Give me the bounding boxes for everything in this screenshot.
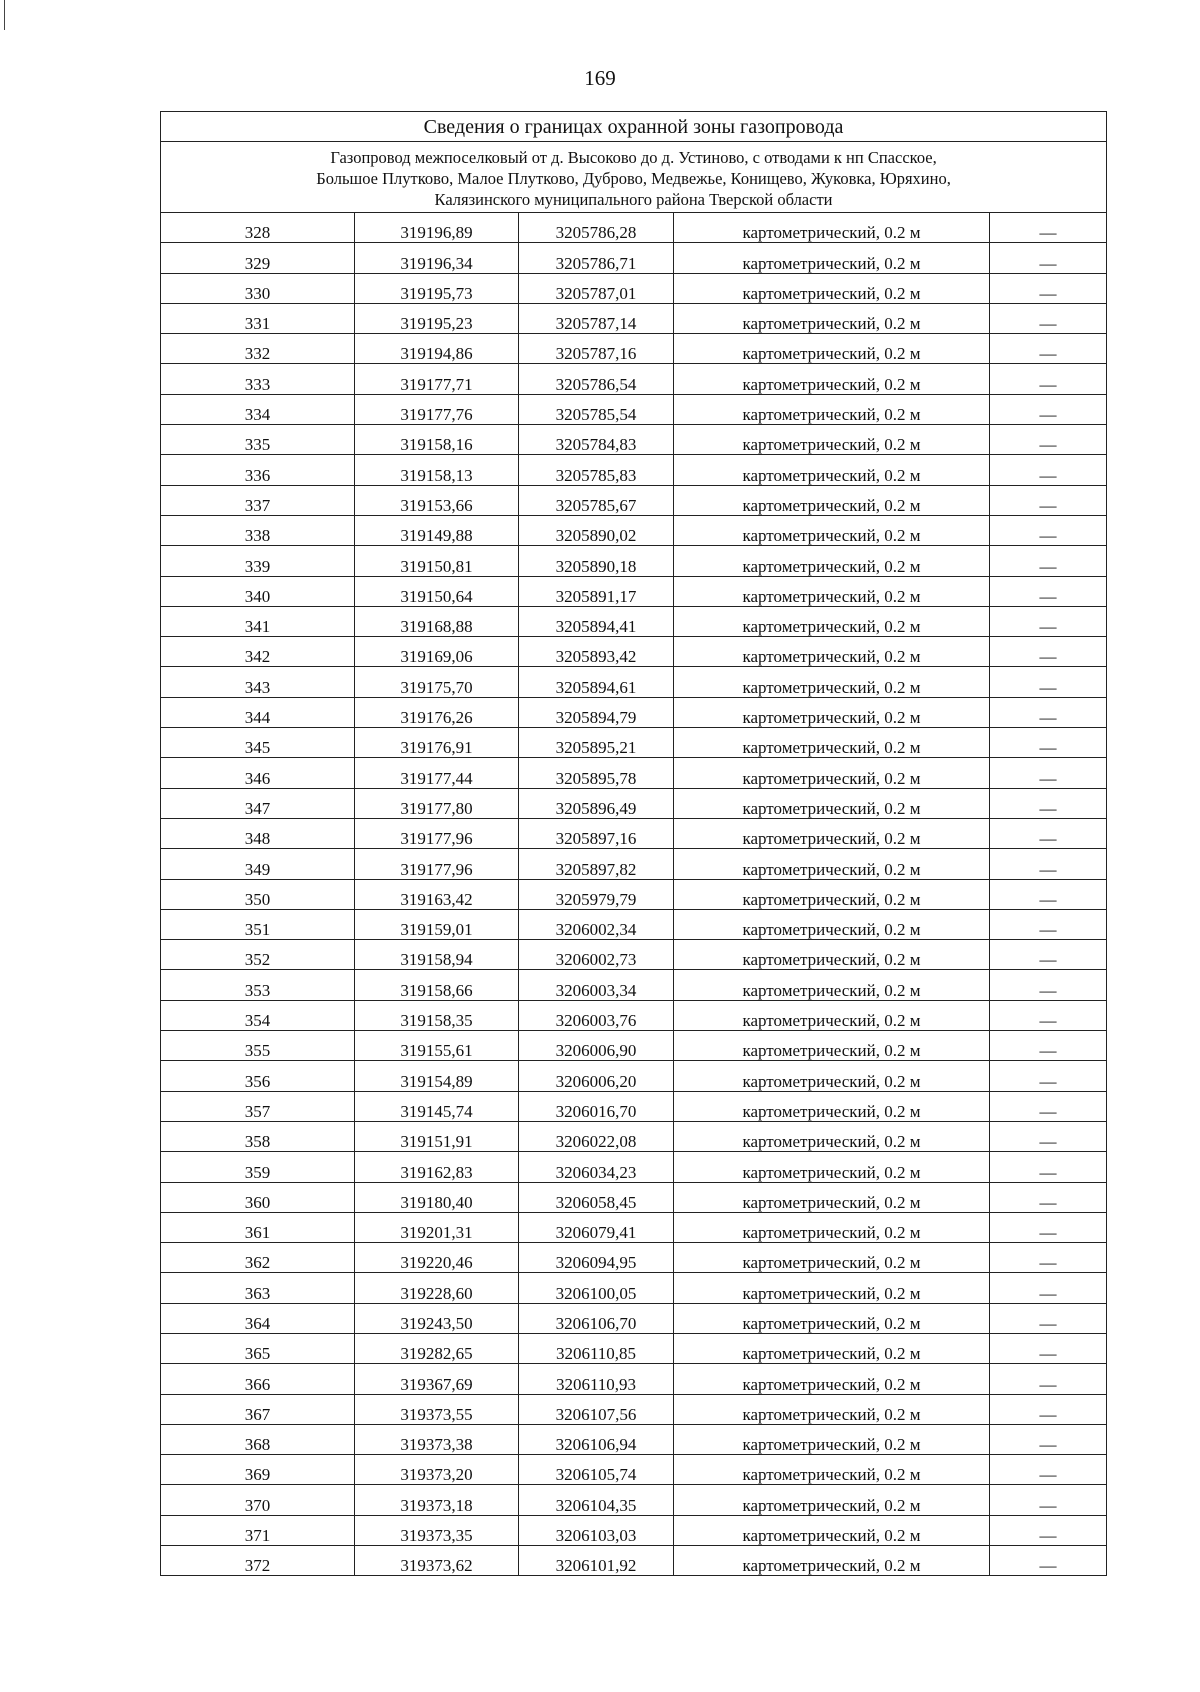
- y-coordinate-cell: 3206103,03: [519, 1515, 674, 1545]
- y-coordinate-cell: 3205787,01: [519, 273, 674, 303]
- point-number-cell: 361: [161, 1212, 355, 1242]
- point-number-cell: 370: [161, 1485, 355, 1515]
- note-cell: —: [990, 455, 1107, 485]
- x-coordinate-cell: 319373,18: [355, 1485, 519, 1515]
- method-cell: картометрический, 0.2 м: [674, 1061, 990, 1091]
- x-coordinate-cell: 319150,81: [355, 546, 519, 576]
- x-coordinate-cell: 319158,66: [355, 970, 519, 1000]
- table-row: [161, 576, 1107, 606]
- x-coordinate-cell: 319145,74: [355, 1091, 519, 1121]
- x-coordinate-cell: 319220,46: [355, 1243, 519, 1273]
- table-row: [161, 364, 1107, 394]
- method-cell: картометрический, 0.2 м: [674, 515, 990, 545]
- method-cell: картометрический, 0.2 м: [674, 485, 990, 515]
- x-coordinate-cell: 319367,69: [355, 1364, 519, 1394]
- point-number-cell: 372: [161, 1546, 355, 1576]
- x-coordinate-cell: 319159,01: [355, 909, 519, 939]
- point-number-cell: 365: [161, 1333, 355, 1363]
- point-number-cell: 337: [161, 485, 355, 515]
- y-coordinate-cell: 3205979,79: [519, 879, 674, 909]
- y-coordinate-cell: 3206034,23: [519, 1152, 674, 1182]
- x-coordinate-cell: 319151,91: [355, 1121, 519, 1151]
- note-cell: —: [990, 1364, 1107, 1394]
- x-coordinate-cell: 319176,91: [355, 728, 519, 758]
- point-number-cell: 348: [161, 818, 355, 848]
- note-cell: —: [990, 1121, 1107, 1151]
- point-number-cell: 356: [161, 1061, 355, 1091]
- point-number-cell: 344: [161, 697, 355, 727]
- note-cell: —: [990, 576, 1107, 606]
- x-coordinate-cell: 319201,31: [355, 1212, 519, 1242]
- point-number-cell: 371: [161, 1515, 355, 1545]
- x-coordinate-cell: 319196,34: [355, 243, 519, 273]
- x-coordinate-cell: 319158,16: [355, 425, 519, 455]
- note-cell: —: [990, 637, 1107, 667]
- table-row: [161, 485, 1107, 515]
- method-cell: картометрический, 0.2 м: [674, 1515, 990, 1545]
- x-coordinate-cell: 319154,89: [355, 1061, 519, 1091]
- point-number-cell: 354: [161, 1000, 355, 1030]
- point-number-cell: 355: [161, 1031, 355, 1061]
- table-row: [161, 213, 1107, 243]
- y-coordinate-cell: 3206002,34: [519, 909, 674, 939]
- y-coordinate-cell: 3205897,16: [519, 818, 674, 848]
- table-row: [161, 637, 1107, 667]
- method-cell: картометрический, 0.2 м: [674, 1182, 990, 1212]
- y-coordinate-cell: 3206110,93: [519, 1364, 674, 1394]
- y-coordinate-cell: 3206003,34: [519, 970, 674, 1000]
- note-cell: —: [990, 1182, 1107, 1212]
- point-number-cell: 345: [161, 728, 355, 758]
- note-cell: —: [990, 728, 1107, 758]
- y-coordinate-cell: 3205890,18: [519, 546, 674, 576]
- method-cell: картометрический, 0.2 м: [674, 1546, 990, 1576]
- x-coordinate-cell: 319177,96: [355, 818, 519, 848]
- note-cell: —: [990, 213, 1107, 243]
- x-coordinate-cell: 319155,61: [355, 1031, 519, 1061]
- note-cell: —: [990, 909, 1107, 939]
- table-row: [161, 788, 1107, 818]
- point-number-cell: 335: [161, 425, 355, 455]
- x-coordinate-cell: 319163,42: [355, 879, 519, 909]
- y-coordinate-cell: 3206110,85: [519, 1333, 674, 1363]
- note-cell: —: [990, 818, 1107, 848]
- note-cell: —: [990, 1333, 1107, 1363]
- subtitle-line: Большое Плутково, Малое Плутково, Дуброво, Медвежье, Конищево, Жуковка, Юряхино,: [316, 168, 951, 188]
- y-coordinate-cell: 3205787,16: [519, 334, 674, 364]
- note-cell: —: [990, 1485, 1107, 1515]
- x-coordinate-cell: 319177,80: [355, 788, 519, 818]
- table-row: [161, 970, 1107, 1000]
- method-cell: картометрический, 0.2 м: [674, 576, 990, 606]
- table-row: [161, 455, 1107, 485]
- point-number-cell: 328: [161, 213, 355, 243]
- note-cell: —: [990, 515, 1107, 545]
- point-number-cell: 332: [161, 334, 355, 364]
- method-cell: картометрический, 0.2 м: [674, 909, 990, 939]
- table-row: [161, 394, 1107, 424]
- point-number-cell: 351: [161, 909, 355, 939]
- note-cell: —: [990, 788, 1107, 818]
- y-coordinate-cell: 3206100,05: [519, 1273, 674, 1303]
- scan-edge-line: [4, 0, 5, 30]
- y-coordinate-cell: 3206107,56: [519, 1394, 674, 1424]
- point-number-cell: 366: [161, 1364, 355, 1394]
- table-row: [161, 546, 1107, 576]
- table-title: Сведения о границах охранной зоны газопровода: [161, 112, 1107, 142]
- table-row: [161, 667, 1107, 697]
- y-coordinate-cell: 3205894,79: [519, 697, 674, 727]
- table-row: [161, 273, 1107, 303]
- method-cell: картометрический, 0.2 м: [674, 334, 990, 364]
- x-coordinate-cell: 319158,94: [355, 940, 519, 970]
- note-cell: —: [990, 1424, 1107, 1454]
- method-cell: картометрический, 0.2 м: [674, 606, 990, 636]
- y-coordinate-cell: 3205786,28: [519, 213, 674, 243]
- x-coordinate-cell: 319195,73: [355, 273, 519, 303]
- y-coordinate-cell: 3205786,54: [519, 364, 674, 394]
- note-cell: —: [990, 1061, 1107, 1091]
- y-coordinate-cell: 3205891,17: [519, 576, 674, 606]
- table-row: [161, 1121, 1107, 1151]
- note-cell: —: [990, 425, 1107, 455]
- table-row: [161, 697, 1107, 727]
- x-coordinate-cell: 319158,35: [355, 1000, 519, 1030]
- method-cell: картометрический, 0.2 м: [674, 1424, 990, 1454]
- note-cell: —: [990, 1303, 1107, 1333]
- x-coordinate-cell: 319243,50: [355, 1303, 519, 1333]
- x-coordinate-cell: 319373,20: [355, 1455, 519, 1485]
- y-coordinate-cell: 3206106,94: [519, 1424, 674, 1454]
- note-cell: —: [990, 1152, 1107, 1182]
- table-row: [161, 1091, 1107, 1121]
- method-cell: картометрический, 0.2 м: [674, 1364, 990, 1394]
- note-cell: —: [990, 485, 1107, 515]
- y-coordinate-cell: 3205784,83: [519, 425, 674, 455]
- y-coordinate-cell: 3206002,73: [519, 940, 674, 970]
- x-coordinate-cell: 319373,55: [355, 1394, 519, 1424]
- x-coordinate-cell: 319373,38: [355, 1424, 519, 1454]
- method-cell: картометрический, 0.2 м: [674, 1333, 990, 1363]
- x-coordinate-cell: 319195,23: [355, 303, 519, 333]
- table-row: [161, 1333, 1107, 1363]
- point-number-cell: 333: [161, 364, 355, 394]
- method-cell: картометрический, 0.2 м: [674, 1273, 990, 1303]
- table-row: [161, 1485, 1107, 1515]
- point-number-cell: 330: [161, 273, 355, 303]
- y-coordinate-cell: 3206006,20: [519, 1061, 674, 1091]
- table-row: [161, 243, 1107, 273]
- y-coordinate-cell: 3205785,54: [519, 394, 674, 424]
- note-cell: —: [990, 606, 1107, 636]
- y-coordinate-cell: 3205786,71: [519, 243, 674, 273]
- y-coordinate-cell: 3206104,35: [519, 1485, 674, 1515]
- y-coordinate-cell: 3205896,49: [519, 788, 674, 818]
- note-cell: —: [990, 1000, 1107, 1030]
- point-number-cell: 329: [161, 243, 355, 273]
- point-number-cell: 368: [161, 1424, 355, 1454]
- table-row: [161, 515, 1107, 545]
- note-cell: —: [990, 1455, 1107, 1485]
- table-row: [161, 1031, 1107, 1061]
- point-number-cell: 341: [161, 606, 355, 636]
- point-number-cell: 359: [161, 1152, 355, 1182]
- point-number-cell: 340: [161, 576, 355, 606]
- x-coordinate-cell: 319168,88: [355, 606, 519, 636]
- x-coordinate-cell: 319162,83: [355, 1152, 519, 1182]
- y-coordinate-cell: 3206003,76: [519, 1000, 674, 1030]
- table-row: [161, 606, 1107, 636]
- point-number-cell: 343: [161, 667, 355, 697]
- x-coordinate-cell: 319194,86: [355, 334, 519, 364]
- table-row: [161, 1243, 1107, 1273]
- page-number: 169: [584, 66, 616, 90]
- y-coordinate-cell: 3206058,45: [519, 1182, 674, 1212]
- point-number-cell: 342: [161, 637, 355, 667]
- table-row: [161, 818, 1107, 848]
- point-number-cell: 339: [161, 546, 355, 576]
- method-cell: картометрический, 0.2 м: [674, 758, 990, 788]
- method-cell: картометрический, 0.2 м: [674, 818, 990, 848]
- table-body: [161, 112, 1107, 1576]
- table-row: [161, 849, 1107, 879]
- x-coordinate-cell: 319282,65: [355, 1333, 519, 1363]
- method-cell: картометрический, 0.2 м: [674, 1455, 990, 1485]
- method-cell: картометрический, 0.2 м: [674, 243, 990, 273]
- method-cell: картометрический, 0.2 м: [674, 303, 990, 333]
- note-cell: —: [990, 1091, 1107, 1121]
- x-coordinate-cell: 319373,62: [355, 1546, 519, 1576]
- x-coordinate-cell: 319196,89: [355, 213, 519, 243]
- table-subtitle-row: [161, 142, 1107, 213]
- table-subtitle: [161, 142, 1107, 213]
- note-cell: —: [990, 1515, 1107, 1545]
- table-row: [161, 1455, 1107, 1485]
- x-coordinate-cell: 319153,66: [355, 485, 519, 515]
- y-coordinate-cell: 3206094,95: [519, 1243, 674, 1273]
- x-coordinate-cell: 319150,64: [355, 576, 519, 606]
- note-cell: —: [990, 273, 1107, 303]
- point-number-cell: 336: [161, 455, 355, 485]
- y-coordinate-cell: 3206101,92: [519, 1546, 674, 1576]
- x-coordinate-cell: 319176,26: [355, 697, 519, 727]
- y-coordinate-cell: 3206105,74: [519, 1455, 674, 1485]
- y-coordinate-cell: 3206079,41: [519, 1212, 674, 1242]
- y-coordinate-cell: 3206006,90: [519, 1031, 674, 1061]
- y-coordinate-cell: 3205894,41: [519, 606, 674, 636]
- method-cell: картометрический, 0.2 м: [674, 546, 990, 576]
- point-number-cell: 364: [161, 1303, 355, 1333]
- method-cell: картометрический, 0.2 м: [674, 455, 990, 485]
- point-number-cell: 347: [161, 788, 355, 818]
- point-number-cell: 338: [161, 515, 355, 545]
- table-row: [161, 1303, 1107, 1333]
- note-cell: —: [990, 940, 1107, 970]
- method-cell: картометрический, 0.2 м: [674, 364, 990, 394]
- method-cell: картометрический, 0.2 м: [674, 667, 990, 697]
- table-row: [161, 303, 1107, 333]
- x-coordinate-cell: 319177,96: [355, 849, 519, 879]
- y-coordinate-cell: 3205785,83: [519, 455, 674, 485]
- x-coordinate-cell: 319373,35: [355, 1515, 519, 1545]
- y-coordinate-cell: 3205895,21: [519, 728, 674, 758]
- table-title-row: [161, 112, 1107, 142]
- table-row: [161, 940, 1107, 970]
- note-cell: —: [990, 758, 1107, 788]
- table-row: [161, 1152, 1107, 1182]
- y-coordinate-cell: 3205787,14: [519, 303, 674, 333]
- point-number-cell: 358: [161, 1121, 355, 1151]
- table-row: [161, 425, 1107, 455]
- table-row: [161, 879, 1107, 909]
- note-cell: —: [990, 364, 1107, 394]
- table-row: [161, 1182, 1107, 1212]
- y-coordinate-cell: 3205894,61: [519, 667, 674, 697]
- method-cell: картометрический, 0.2 м: [674, 1394, 990, 1424]
- note-cell: —: [990, 970, 1107, 1000]
- y-coordinate-cell: 3206022,08: [519, 1121, 674, 1151]
- note-cell: —: [990, 1031, 1107, 1061]
- x-coordinate-cell: 319180,40: [355, 1182, 519, 1212]
- point-number-cell: 346: [161, 758, 355, 788]
- method-cell: картометрический, 0.2 м: [674, 879, 990, 909]
- method-cell: картометрический, 0.2 м: [674, 1243, 990, 1273]
- point-number-cell: 363: [161, 1273, 355, 1303]
- method-cell: картометрический, 0.2 м: [674, 697, 990, 727]
- note-cell: —: [990, 1273, 1107, 1303]
- note-cell: —: [990, 394, 1107, 424]
- point-number-cell: 352: [161, 940, 355, 970]
- point-number-cell: 357: [161, 1091, 355, 1121]
- method-cell: картометрический, 0.2 м: [674, 273, 990, 303]
- table-row: [161, 1394, 1107, 1424]
- note-cell: —: [990, 546, 1107, 576]
- table-row: [161, 909, 1107, 939]
- point-number-cell: 360: [161, 1182, 355, 1212]
- table-row: [161, 1546, 1107, 1576]
- note-cell: —: [990, 1546, 1107, 1576]
- method-cell: картометрический, 0.2 м: [674, 1303, 990, 1333]
- y-coordinate-cell: 3205897,82: [519, 849, 674, 879]
- point-number-cell: 331: [161, 303, 355, 333]
- table-row: [161, 1273, 1107, 1303]
- table-row: [161, 334, 1107, 364]
- method-cell: картометрический, 0.2 м: [674, 940, 990, 970]
- method-cell: картометрический, 0.2 м: [674, 1485, 990, 1515]
- table-row: [161, 1212, 1107, 1242]
- note-cell: —: [990, 303, 1107, 333]
- method-cell: картометрический, 0.2 м: [674, 1000, 990, 1030]
- note-cell: —: [990, 849, 1107, 879]
- table-row: [161, 728, 1107, 758]
- point-number-cell: 334: [161, 394, 355, 424]
- note-cell: —: [990, 697, 1107, 727]
- table-row: [161, 1061, 1107, 1091]
- method-cell: картометрический, 0.2 м: [674, 1152, 990, 1182]
- note-cell: —: [990, 243, 1107, 273]
- method-cell: картометрический, 0.2 м: [674, 394, 990, 424]
- y-coordinate-cell: 3206106,70: [519, 1303, 674, 1333]
- method-cell: картометрический, 0.2 м: [674, 788, 990, 818]
- x-coordinate-cell: 319177,76: [355, 394, 519, 424]
- subtitle-line: Калязинского муниципального района Тверской области: [434, 189, 833, 209]
- note-cell: —: [990, 334, 1107, 364]
- note-cell: —: [990, 1212, 1107, 1242]
- y-coordinate-cell: 3205785,67: [519, 485, 674, 515]
- y-coordinate-cell: 3206016,70: [519, 1091, 674, 1121]
- method-cell: картометрический, 0.2 м: [674, 637, 990, 667]
- note-cell: —: [990, 1394, 1107, 1424]
- table-row: [161, 758, 1107, 788]
- y-coordinate-cell: 3205895,78: [519, 758, 674, 788]
- protection-zone-table: [160, 111, 1107, 1576]
- x-coordinate-cell: 319169,06: [355, 637, 519, 667]
- method-cell: картометрический, 0.2 м: [674, 728, 990, 758]
- point-number-cell: 349: [161, 849, 355, 879]
- y-coordinate-cell: 3205893,42: [519, 637, 674, 667]
- method-cell: картометрический, 0.2 м: [674, 213, 990, 243]
- point-number-cell: 353: [161, 970, 355, 1000]
- note-cell: —: [990, 667, 1107, 697]
- point-number-cell: 350: [161, 879, 355, 909]
- point-number-cell: 362: [161, 1243, 355, 1273]
- subtitle-line: Газопровод межпоселковый от д. Высоково до д. Устиново, с отводами к нп Спасское,: [330, 147, 937, 167]
- note-cell: —: [990, 1243, 1107, 1273]
- method-cell: картометрический, 0.2 м: [674, 1121, 990, 1151]
- x-coordinate-cell: 319177,71: [355, 364, 519, 394]
- point-number-cell: 369: [161, 1455, 355, 1485]
- x-coordinate-cell: 319175,70: [355, 667, 519, 697]
- point-number-cell: 367: [161, 1394, 355, 1424]
- note-cell: —: [990, 879, 1107, 909]
- table-row: [161, 1515, 1107, 1545]
- table-row: [161, 1364, 1107, 1394]
- table-row: [161, 1424, 1107, 1454]
- method-cell: картометрический, 0.2 м: [674, 425, 990, 455]
- x-coordinate-cell: 319149,88: [355, 515, 519, 545]
- method-cell: картометрический, 0.2 м: [674, 849, 990, 879]
- method-cell: картометрический, 0.2 м: [674, 1212, 990, 1242]
- method-cell: картометрический, 0.2 м: [674, 1031, 990, 1061]
- table-row: [161, 1000, 1107, 1030]
- method-cell: картометрический, 0.2 м: [674, 1091, 990, 1121]
- method-cell: картометрический, 0.2 м: [674, 970, 990, 1000]
- x-coordinate-cell: 319158,13: [355, 455, 519, 485]
- x-coordinate-cell: 319177,44: [355, 758, 519, 788]
- x-coordinate-cell: 319228,60: [355, 1273, 519, 1303]
- y-coordinate-cell: 3205890,02: [519, 515, 674, 545]
